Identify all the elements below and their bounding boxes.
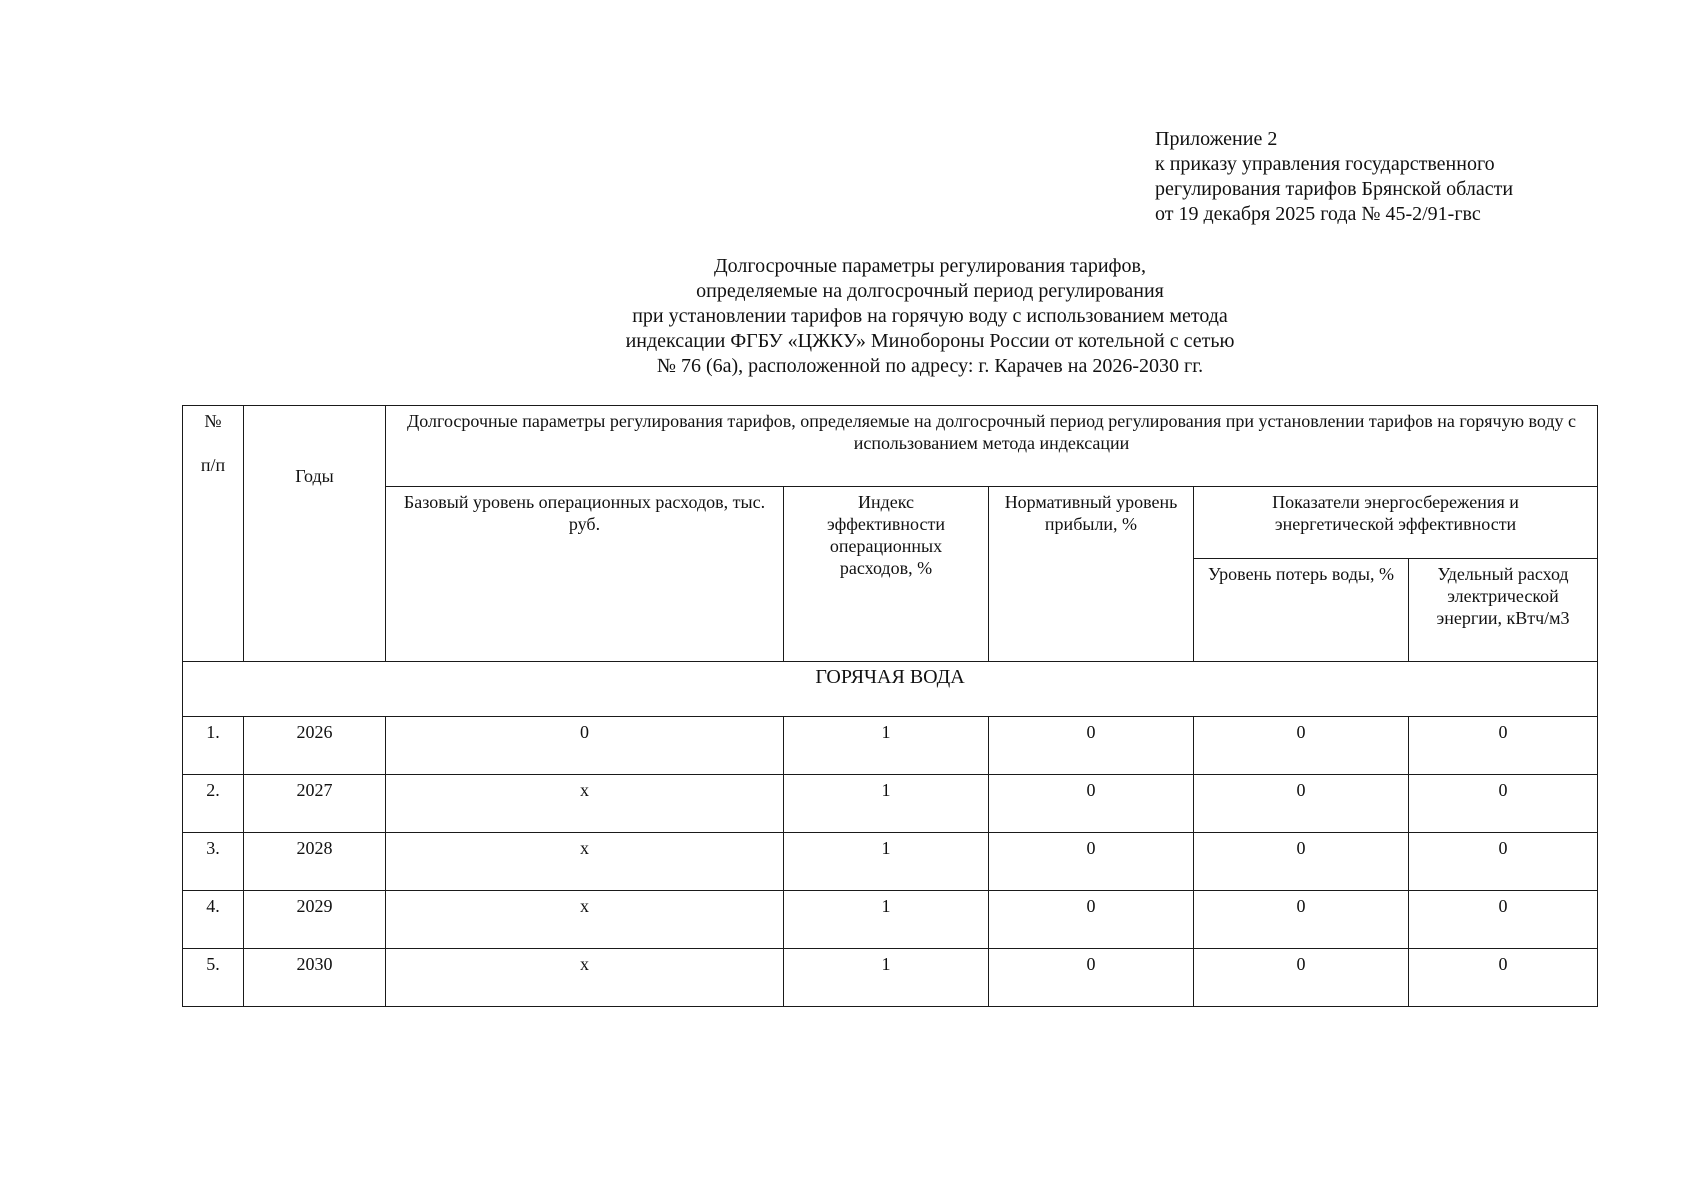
header-base-opex: Базовый уровень операционных расходов, тыс. руб. bbox=[386, 487, 784, 662]
cell-water-losses: 0 bbox=[1194, 833, 1409, 891]
cell-efficiency-index: 1 bbox=[784, 891, 989, 949]
header-water-losses: Уровень потерь воды, % bbox=[1194, 559, 1409, 662]
cell-profit-level: 0 bbox=[989, 775, 1194, 833]
cell-electricity-rate: 0 bbox=[1409, 833, 1598, 891]
cell-base-opex: 0 bbox=[386, 717, 784, 775]
title-line-4: индексации ФГБУ «ЦЖКУ» Минобороны России от котельной с сетью bbox=[625, 330, 1235, 352]
table-row bbox=[183, 775, 1598, 833]
title-line-5: № 76 (6а), расположенной по адресу: г. Карачев на 2026-2030 гг. bbox=[656, 355, 1204, 377]
header-year: Годы bbox=[244, 406, 386, 662]
cell-num: 3. bbox=[183, 833, 244, 891]
header-num-abbr: п/п bbox=[200, 455, 226, 475]
cell-water-losses: 0 bbox=[1194, 891, 1409, 949]
cell-year: 2026 bbox=[244, 717, 386, 775]
cell-electricity-rate: 0 bbox=[1409, 717, 1598, 775]
annex-line-3: регулирования тарифов Брянской области bbox=[1155, 178, 1514, 200]
table-row bbox=[183, 717, 1598, 775]
cell-electricity-rate: 0 bbox=[1409, 949, 1598, 1007]
cell-num: 5. bbox=[183, 949, 244, 1007]
annex-line-1: Приложение 2 bbox=[1155, 128, 1278, 150]
parameters-table bbox=[182, 405, 1598, 1007]
document-title bbox=[430, 254, 1430, 379]
cell-efficiency-index: 1 bbox=[784, 833, 989, 891]
title-line-1: Долгосрочные параметры регулирования тарифов, bbox=[714, 255, 1146, 277]
annex-reference bbox=[1155, 127, 1675, 227]
section-hot-water: ГОРЯЧАЯ ВОДА bbox=[183, 662, 1598, 717]
cell-year: 2028 bbox=[244, 833, 386, 891]
header-profit-level: Нормативный уровень прибыли, % bbox=[989, 487, 1194, 662]
header-num bbox=[183, 406, 244, 662]
cell-base-opex: х bbox=[386, 833, 784, 891]
cell-base-opex: х bbox=[386, 775, 784, 833]
annex-line-2: к приказу управления государственного bbox=[1155, 153, 1495, 175]
cell-profit-level: 0 bbox=[989, 717, 1194, 775]
cell-electricity-rate: 0 bbox=[1409, 891, 1598, 949]
cell-base-opex: х bbox=[386, 891, 784, 949]
cell-efficiency-index: 1 bbox=[784, 949, 989, 1007]
cell-base-opex: х bbox=[386, 949, 784, 1007]
header-efficiency-index: Индекс эффективности операционных расходов, % bbox=[784, 487, 989, 662]
header-group: Долгосрочные параметры регулирования тарифов, определяемые на долгосрочный период регулирования при установлении тарифов на горячую воду с использованием метода индексации bbox=[386, 406, 1598, 487]
cell-profit-level: 0 bbox=[989, 891, 1194, 949]
cell-num: 2. bbox=[183, 775, 244, 833]
cell-profit-level: 0 bbox=[989, 949, 1194, 1007]
header-num-symbol: № bbox=[204, 411, 222, 431]
cell-year: 2027 bbox=[244, 775, 386, 833]
cell-electricity-rate: 0 bbox=[1409, 775, 1598, 833]
table-body bbox=[183, 662, 1598, 1007]
title-line-3: при установлении тарифов на горячую воду с использованием метода bbox=[632, 305, 1228, 327]
title-line-2: определяемые на долгосрочный период регулирования bbox=[696, 280, 1164, 302]
table-row bbox=[183, 949, 1598, 1007]
cell-efficiency-index: 1 bbox=[784, 717, 989, 775]
cell-water-losses: 0 bbox=[1194, 949, 1409, 1007]
header-energy-group: Показатели энергосбережения и энергетической эффективности bbox=[1194, 487, 1598, 559]
cell-water-losses: 0 bbox=[1194, 717, 1409, 775]
header-electricity-rate: Удельный расход электрической энергии, кВтч/м3 bbox=[1409, 559, 1598, 662]
table-row bbox=[183, 891, 1598, 949]
cell-num: 4. bbox=[183, 891, 244, 949]
annex-line-4: от 19 декабря 2025 года № 45-2/91-гвс bbox=[1155, 203, 1481, 225]
cell-efficiency-index: 1 bbox=[784, 775, 989, 833]
cell-year: 2030 bbox=[244, 949, 386, 1007]
cell-water-losses: 0 bbox=[1194, 775, 1409, 833]
table-header bbox=[183, 406, 1598, 662]
table-row bbox=[183, 833, 1598, 891]
cell-profit-level: 0 bbox=[989, 833, 1194, 891]
cell-num: 1. bbox=[183, 717, 244, 775]
cell-year: 2029 bbox=[244, 891, 386, 949]
